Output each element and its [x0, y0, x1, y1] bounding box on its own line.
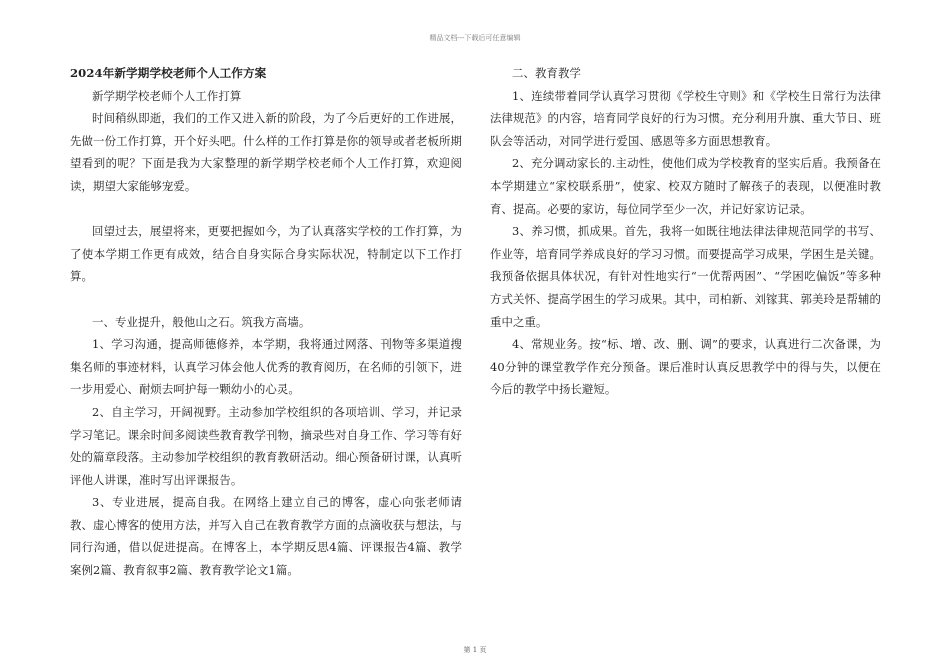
paragraph-2-3: 3、养习惯，抓成果。首先，我将一如既往地法律法律规范同学的书写、作业等，培育同学养成良好的学习习惯。而要提高学习成果，学困生是关键。我预备依据具体状况，有针对性地实行“一优帮两困”、“学困吃偏饭”等多种方式关怀、提高学困生的学习成果。其中，司柏新、刘镓萁、郭美玲是帮辅的重中之重。 [490, 224, 881, 329]
section-heading-1: 一、专业提升，般他山之石。筑我方高墙。 [92, 314, 311, 329]
paragraph-2-4: 4、常规业务。按“标、增、改、删、调”的要求，认真进行二次备课，为40分钟的课堂教学作充分预备。课后准时认真反思教学中的得与失，以便在今后的教学中扬长避短。 [490, 337, 881, 397]
page-number: 第 1 页 [463, 646, 487, 654]
paragraph-1-1: 1、学习沟通，提高师德修养，本学期，我将通过网落、刊物等多渠道搜集名师的事迹材料，认真学习体会他人优秀的教育阅历，在名师的引领下，进一步用爱心、耐烦去呵护每一颗幼小的心灵。 [70, 337, 462, 397]
spacer [70, 198, 462, 221]
spacer [70, 288, 462, 311]
page-header: 精品文档---下载后可任意编辑 [429, 34, 521, 42]
paragraph-1-2: 2、自主学习，开阔视野。主动参加学校组织的各项培训、学习，并记录学习笔记。课余时间多阅读些教育教学刊物，摘录些对自身工作、学习等有好处的篇章段落。主动参加学校组织的教育教研活动。细心预备研讨课，认真听评他人讲课，准时写出评课报告。 [70, 404, 462, 487]
document-title: 2024年新学期学校老师个人工作方案 [70, 66, 267, 80]
paragraph-2-1: 1、连续带着同学认真学习贯彻《学校生守则》和《学校生日常行为法律法律规范》的内容，培育同学良好的行为习惯。充分利用升旗、重大节日、班队会等活动，对同学进行爱国、感恩等多方面思想教育。 [490, 88, 881, 148]
section-heading-2: 二、教育教学 [512, 66, 581, 80]
intro-paragraph: 时间稍纵即逝，我们的工作又进入新的阶段，为了今后更好的工作进展，先做一份工作打算，开个好头吧。什么样的工作打算是你的领导或者老板所期望看到的呢？下面是我为大家整理的新学期学校老师个人工作打算，欢迎阅读，期望大家能够宠爱。 [70, 111, 462, 193]
document-subtitle: 新学期学校老师个人工作打算 [92, 88, 242, 103]
paragraph-1-3: 3、专业进展，提高自我。在网络上建立自己的博客，虚心向张老师请教、虚心博客的使用方法，并写入自己在教育教学方面的点滴收获与想法，与同行沟通，借以促进提高。在博客上，本学期反思4篇、评课报告4篇、教学案例2篇、教育叙事2篇、教育教学论文1篇。 [70, 495, 462, 578]
paragraph-2-2: 2、充分调动家长的.主动性，使他们成为学校教育的坚实后盾。我预备在本学期建立“家校联系册”，使家、校双方随时了解孩子的表现，以便准时教育、提高。必要的家访，每位同学至少一次，并记好家访记录。 [490, 156, 881, 216]
preface-paragraph: 回望过去，展望将来，更要把握如今，为了认真落实学校的工作打算，为了使本学期工作更有成效，结合自身实际合身实际状况，特制定以下工作打算。 [70, 224, 462, 284]
right-column [490, 62, 881, 401]
left-column [70, 62, 462, 582]
